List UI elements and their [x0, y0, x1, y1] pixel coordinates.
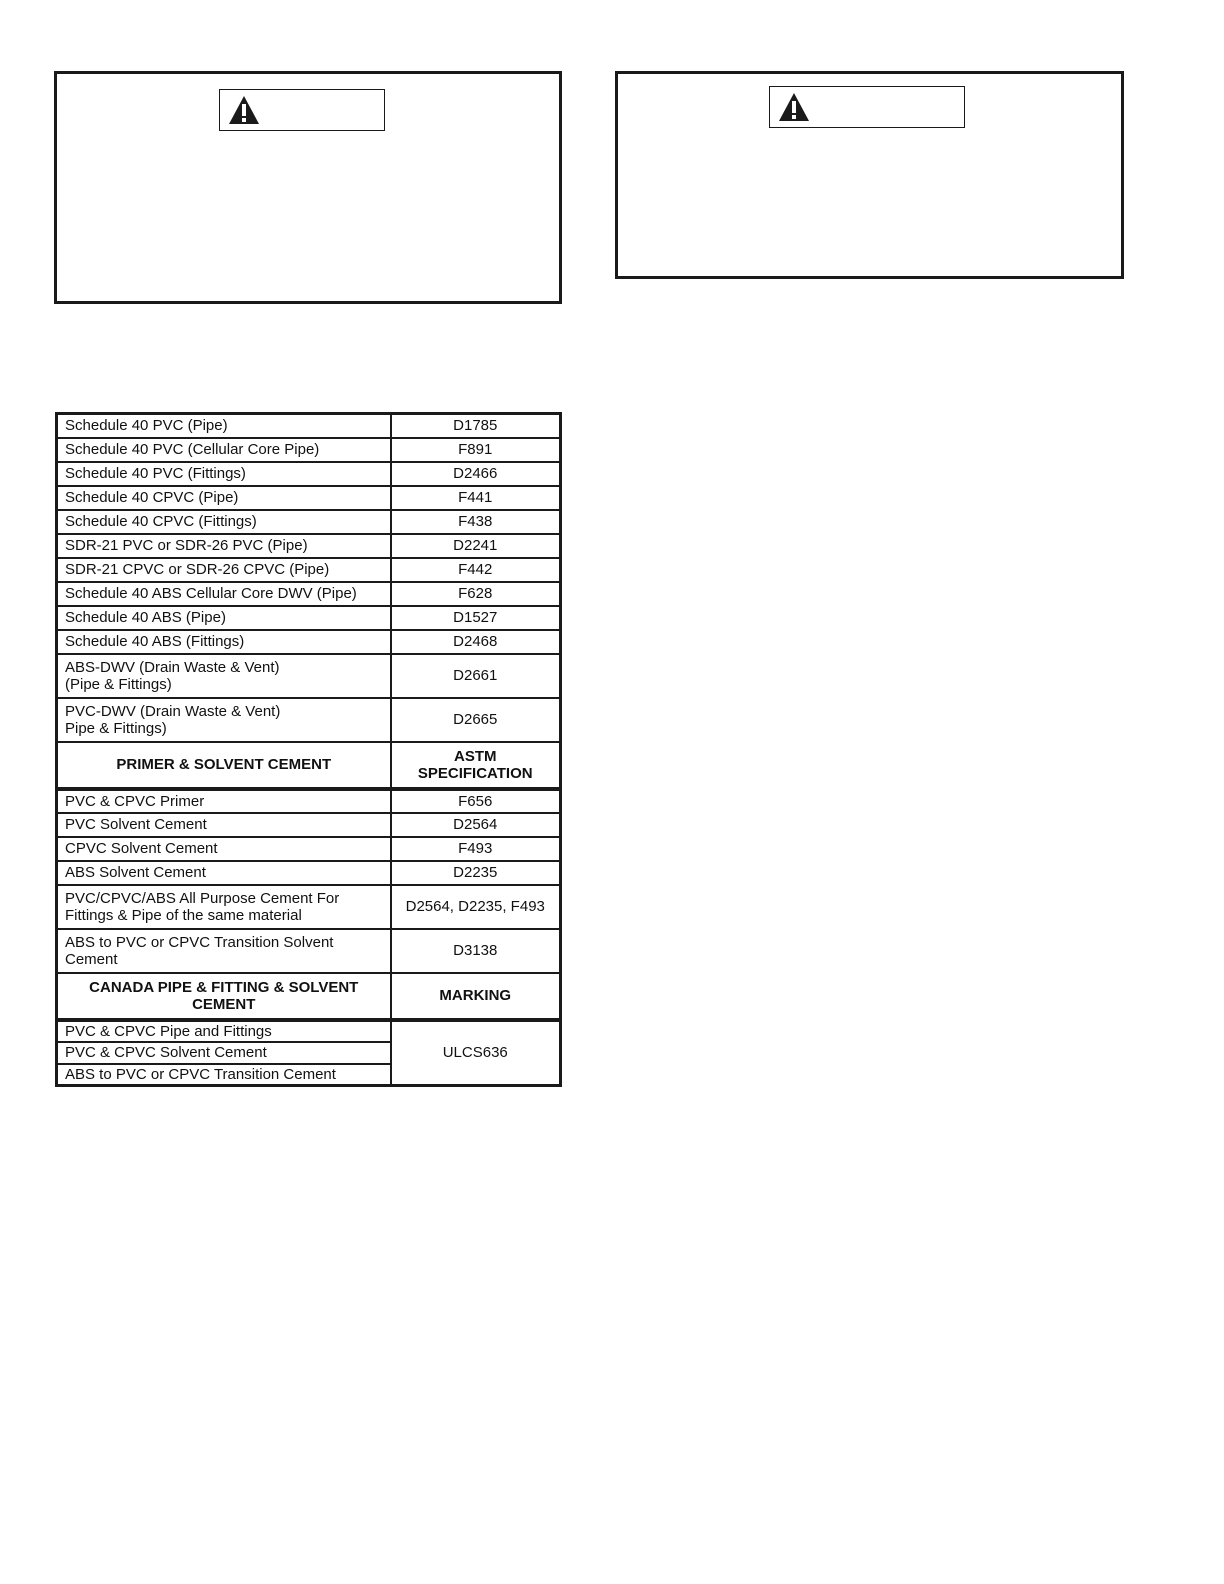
- header-line: CEMENT: [192, 995, 256, 1013]
- spec-cell: D2468: [391, 630, 561, 654]
- material-cell: [57, 654, 391, 698]
- warning-box-right: [615, 71, 1124, 279]
- material-cell: Schedule 40 ABS (Fittings): [57, 630, 391, 654]
- marking-cell: ULCS636: [391, 1020, 561, 1086]
- table-row: [57, 582, 561, 606]
- material-cell: PVC & CPVC Pipe and Fittings: [57, 1020, 391, 1042]
- header-line: CANADA PIPE & FITTING & SOLVENT: [89, 978, 359, 996]
- table-row: [57, 654, 561, 698]
- spec-cell: D2665: [391, 698, 561, 742]
- header-cell-marking: MARKING: [391, 973, 561, 1020]
- table-row: [57, 837, 561, 861]
- spec-cell: F656: [391, 789, 561, 813]
- spec-cell: D2241: [391, 534, 561, 558]
- spec-cell: F442: [391, 558, 561, 582]
- spec-cell: D2564, D2235, F493: [391, 885, 561, 929]
- table-row: [57, 534, 561, 558]
- table-row: [57, 486, 561, 510]
- spec-cell: D2466: [391, 462, 561, 486]
- material-cell: Schedule 40 ABS (Pipe): [57, 606, 391, 630]
- table-row: [57, 885, 561, 929]
- warning-triangle-icon: [778, 92, 810, 122]
- header-cell-spec: [391, 742, 561, 789]
- table-row: [57, 438, 561, 462]
- table-header-row: [57, 973, 561, 1020]
- spec-cell: F441: [391, 486, 561, 510]
- material-cell: ABS to PVC or CPVC Transition Cement: [57, 1064, 391, 1086]
- warning-box-left: [54, 71, 562, 304]
- spec-cell: D2564: [391, 813, 561, 837]
- spec-cell: F628: [391, 582, 561, 606]
- material-cell: CPVC Solvent Cement: [57, 837, 391, 861]
- material-cell: Schedule 40 PVC (Fittings): [57, 462, 391, 486]
- astm-specification-table: [55, 412, 562, 1087]
- spec-cell: F438: [391, 510, 561, 534]
- material-cell: PVC & CPVC Solvent Cement: [57, 1042, 391, 1064]
- header-cell-material: PRIMER & SOLVENT CEMENT: [57, 742, 391, 789]
- material-line: (Pipe & Fittings): [65, 675, 172, 693]
- spec-cell: D1527: [391, 606, 561, 630]
- table-row: [57, 606, 561, 630]
- material-cell: [57, 929, 391, 973]
- table-row: [57, 813, 561, 837]
- material-line: PVC-DWV (Drain Waste & Vent): [65, 702, 281, 720]
- material-cell: Schedule 40 CPVC (Pipe): [57, 486, 391, 510]
- material-line: PVC/CPVC/ABS All Purpose Cement For: [65, 889, 340, 907]
- material-line: Pipe & Fittings): [65, 719, 167, 737]
- table-row: [57, 789, 561, 813]
- material-cell: ABS Solvent Cement: [57, 861, 391, 885]
- material-cell: Schedule 40 CPVC (Fittings): [57, 510, 391, 534]
- table-header-row: [57, 742, 561, 789]
- material-line: ABS to PVC or CPVC Transition Solvent: [65, 933, 334, 951]
- spec-cell: D3138: [391, 929, 561, 973]
- material-line: ABS-DWV (Drain Waste & Vent): [65, 658, 280, 676]
- material-cell: [57, 698, 391, 742]
- table-row: [57, 558, 561, 582]
- spec-cell: F891: [391, 438, 561, 462]
- spec-cell: D2235: [391, 861, 561, 885]
- spec-cell: D2661: [391, 654, 561, 698]
- material-cell: Schedule 40 PVC (Pipe): [57, 414, 391, 438]
- material-cell: SDR-21 CPVC or SDR-26 CPVC (Pipe): [57, 558, 391, 582]
- header-line: SPECIFICATION: [417, 764, 533, 782]
- table-row: [57, 861, 561, 885]
- material-cell: [57, 885, 391, 929]
- header-line: ASTM: [454, 747, 497, 765]
- material-cell: PVC & CPVC Primer: [57, 789, 391, 813]
- spec-cell: D1785: [391, 414, 561, 438]
- header-cell-material: [57, 973, 391, 1020]
- table-row: [57, 698, 561, 742]
- material-cell: Schedule 40 PVC (Cellular Core Pipe): [57, 438, 391, 462]
- warning-triangle-icon: [228, 95, 260, 125]
- table-row: [57, 414, 561, 438]
- warning-label: [219, 89, 385, 131]
- table-row: [57, 510, 561, 534]
- table-row: [57, 630, 561, 654]
- material-cell: SDR-21 PVC or SDR-26 PVC (Pipe): [57, 534, 391, 558]
- table-row: [57, 929, 561, 973]
- material-cell: PVC Solvent Cement: [57, 813, 391, 837]
- warning-label: [769, 86, 965, 128]
- material-cell: Schedule 40 ABS Cellular Core DWV (Pipe): [57, 582, 391, 606]
- material-line: Fittings & Pipe of the same material: [65, 906, 302, 924]
- spec-cell: F493: [391, 837, 561, 861]
- table-row: [57, 1020, 561, 1042]
- table-row: [57, 462, 561, 486]
- material-line: Cement: [65, 950, 118, 968]
